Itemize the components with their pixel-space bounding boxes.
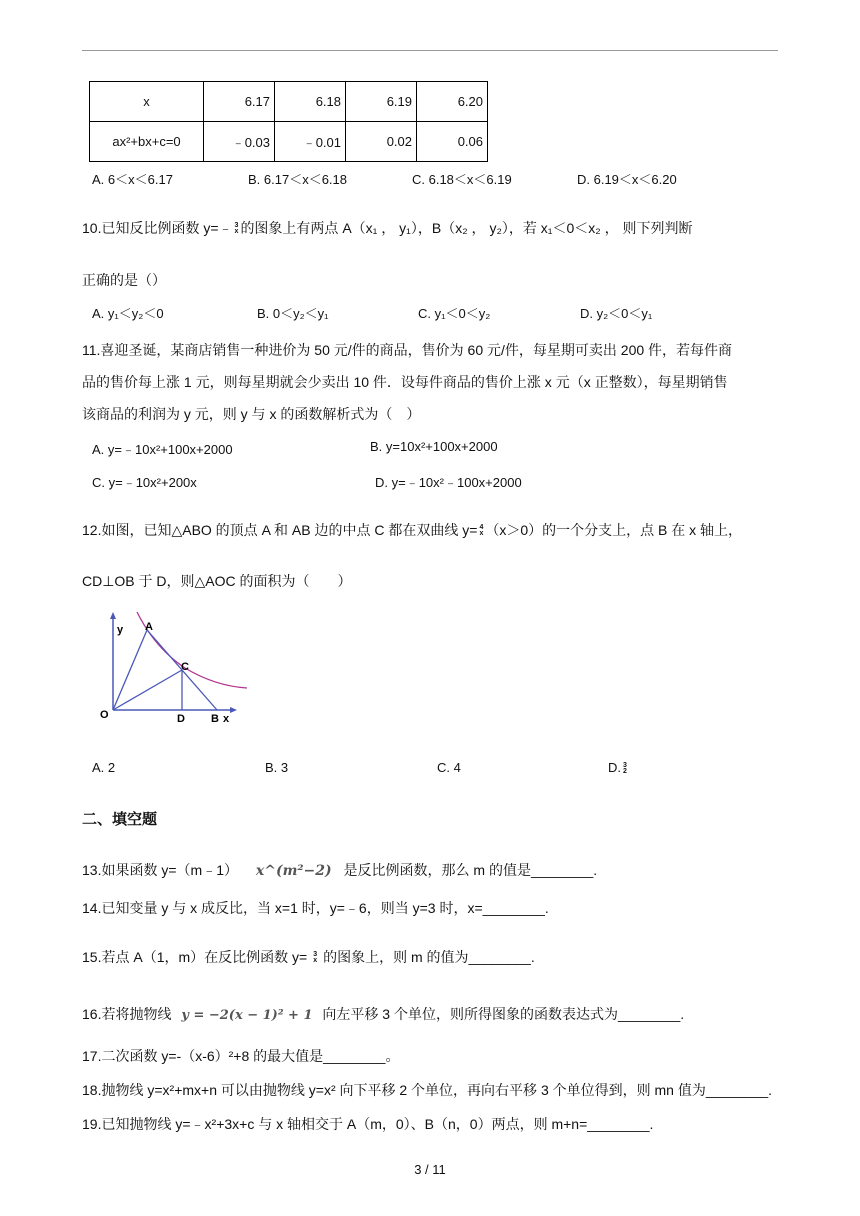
q10-line2: 正确的是（） xyxy=(82,272,166,288)
q12-option-d xyxy=(608,760,629,775)
section-title: 二、填空题 xyxy=(82,811,158,828)
y-axis-arrow xyxy=(110,612,116,619)
table-cell: x xyxy=(90,82,204,122)
q10-option-c: C. y₁＜0＜y₂ xyxy=(418,306,491,321)
q15 xyxy=(82,947,535,967)
q14: 14.已知变量 y 与 x 成反比，当 x=1 时，y=﹣6，则当 y=3 时，x=________. xyxy=(82,900,549,916)
q13-text-a: 13.如果函数 y=（m﹣1） xyxy=(82,862,238,878)
label-x: x xyxy=(223,713,230,725)
q11-line1: 11.喜迎圣诞，某商店销售一种进价为 50 元/件的商品，售价为 60 元/件，每星期可卖出 200 件，若每件商 xyxy=(82,342,733,358)
fraction-denominator: x xyxy=(234,228,239,236)
label-o: O xyxy=(100,709,109,721)
label-c: C xyxy=(181,661,189,673)
segment-oc xyxy=(113,670,182,710)
q11-line2: 品的售价每上涨 1 元，则每星期就会少卖出 10 件．设每件商品的售价上涨 x 元（x 正整数），每星期销售 xyxy=(82,374,728,390)
table-cell: ﹣0.03 xyxy=(204,122,275,162)
q10-text-a: 10.已知反比例函数 y=﹣ xyxy=(82,220,233,236)
q12-text-b: （x＞0）的一个分支上，点 B 在 x 轴上， xyxy=(485,522,743,538)
q11-option-c: C. y=﹣10x²+200x xyxy=(92,475,197,490)
table-cell: 6.20 xyxy=(417,82,488,122)
table-cell: ﹣0.01 xyxy=(275,122,346,162)
q13-text-b: 是反比例函数，那么 m 的值是________. xyxy=(343,862,598,878)
table-cell: 6.19 xyxy=(346,82,417,122)
label-b: B xyxy=(211,713,219,725)
table-cell: 0.06 xyxy=(417,122,488,162)
table-cell: 6.17 xyxy=(204,82,275,122)
q12-line2: CD⊥OB 于 D，则△AOC 的面积为（ ） xyxy=(82,573,352,589)
table-row xyxy=(90,122,488,162)
q11-option-d: D. y=﹣10x²﹣100x+2000 xyxy=(375,475,522,490)
fraction-numerator: 3 xyxy=(234,222,239,230)
q18: 18.抛物线 y=x²+mx+n 可以由抛物线 y=x² 向下平移 2 个单位，再向右平移 3 个单位得到，则 mn 值为________. xyxy=(82,1082,773,1098)
fraction xyxy=(313,952,317,964)
fraction-numerator: 4 xyxy=(479,524,484,532)
q13-expression: x^(m²−2) xyxy=(255,863,332,879)
header-rule xyxy=(82,50,778,51)
q12-text-a: 12.如图，已知△ABO 的顶点 A 和 AB 边的中点 C 都在双曲线 y= xyxy=(82,522,478,538)
hyperbola-curve xyxy=(137,612,247,688)
q17: 17.二次函数 y=-（x-6）²+8 的最大值是________。 xyxy=(82,1048,400,1064)
q16-expression: y = −2(x − 1)² + 1 xyxy=(181,1008,313,1023)
q11-line3: 该商品的利润为 y 元，则 y 与 x 的函数解析式为（ ） xyxy=(82,406,421,422)
table-cell: 6.18 xyxy=(275,82,346,122)
label-a: A xyxy=(145,621,153,633)
q10-text-b: 的图象上有两点 A（x₁ ， y₁），B（x₂ ， y₂），若 x₁＜0＜x₂ ， 则下列判断 xyxy=(240,220,693,236)
q16-text-b: 向左平移 3 个单位，则所得图象的函数表达式为________. xyxy=(322,1006,685,1022)
value-table xyxy=(89,81,488,162)
q15-text-a: 15.若点 A（1，m）在反比例函数 y= xyxy=(82,949,308,965)
q11-option-b: B. y=10x²+100x+2000 xyxy=(370,439,498,454)
segment-oa xyxy=(113,630,147,710)
q9-option-b: B. 6.17＜x＜6.18 xyxy=(248,172,347,187)
q9-option-d: D. 6.19＜x＜6.20 xyxy=(577,172,677,187)
q10-line1 xyxy=(82,218,693,238)
fraction xyxy=(479,525,483,537)
table-cell: ax²+bx+c=0 xyxy=(90,122,204,162)
fraction-denominator: x xyxy=(313,957,318,965)
x-axis-arrow xyxy=(230,707,237,713)
q10-option-d: D. y₂＜0＜y₁ xyxy=(580,306,653,321)
fraction-denominator: x xyxy=(479,530,484,538)
table-cell: 0.02 xyxy=(346,122,417,162)
q10-option-b: B. 0＜y₂＜y₁ xyxy=(257,306,329,321)
q9-option-a: A. 6＜x＜6.17 xyxy=(92,172,173,187)
q10-option-a: A. y₁＜y₂＜0 xyxy=(92,306,164,321)
table-row xyxy=(90,82,488,122)
q12-option-d-label: D. xyxy=(608,760,621,775)
q12-option-a: A. 2 xyxy=(92,760,116,775)
q13 xyxy=(82,860,597,880)
q12-line1 xyxy=(82,520,742,540)
hyperbola-figure xyxy=(95,608,265,726)
label-y: y xyxy=(117,624,124,636)
fraction xyxy=(623,763,627,775)
q19: 19.已知抛物线 y=﹣x²+3x+c 与 x 轴相交于 A（m，0）、B（n，0）两点，则 m+n=________. xyxy=(82,1116,654,1132)
fraction xyxy=(235,223,239,235)
q12-option-b: B. 3 xyxy=(265,760,289,775)
q16-text-a: 16.若将抛物线 xyxy=(82,1006,172,1022)
fraction-numerator: 3 xyxy=(623,761,627,769)
q15-text-b: 的图象上，则 m 的值为________. xyxy=(323,949,535,965)
q16 xyxy=(82,1004,684,1024)
q9-option-c: C. 6.18＜x＜6.19 xyxy=(412,172,512,187)
fraction-denominator: 2 xyxy=(623,767,627,775)
fraction-numerator: 3 xyxy=(313,951,318,959)
page-number: 3 / 11 xyxy=(414,1162,446,1177)
q11-option-a: A. y=﹣10x²+100x+2000 xyxy=(92,442,233,457)
label-d: D xyxy=(177,713,185,725)
q12-option-c: C. 4 xyxy=(437,760,461,775)
